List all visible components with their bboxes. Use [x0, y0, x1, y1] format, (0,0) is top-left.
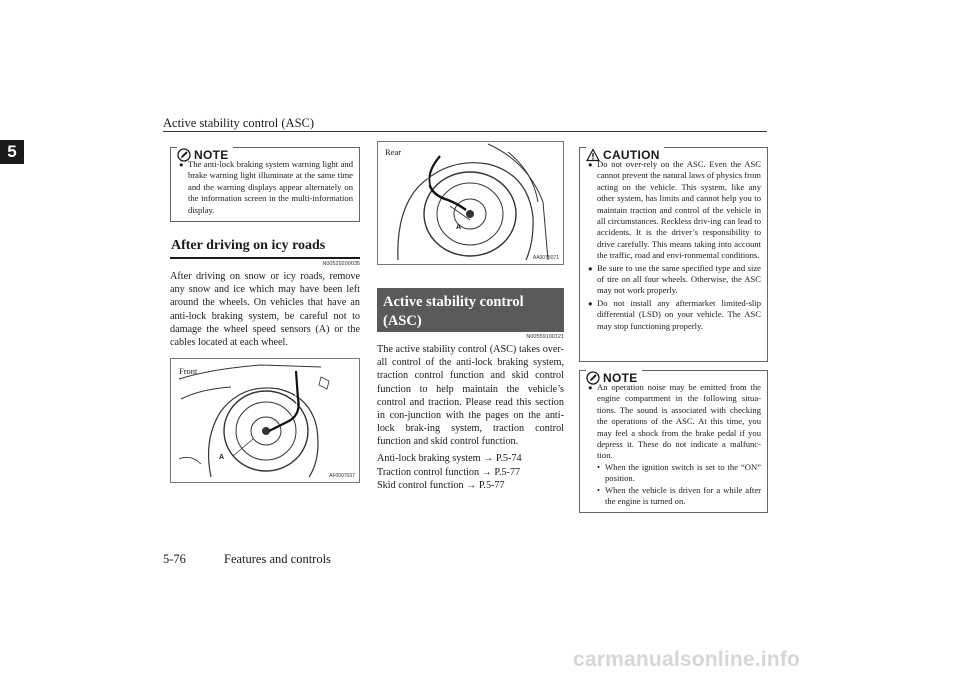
ref-anti-lock[interactable]: Anti-lock braking system → P.5-74 [377, 453, 522, 464]
footer-section-name: Features and controls [224, 552, 331, 566]
ref-traction-control[interactable]: Traction control function → P.5-77 [377, 466, 521, 478]
rear-marker-a: A [456, 224, 462, 231]
caution-item: ● Do not install any aftermarket limited-slip differential (LSD) on your vehicle. The ASC may stop functioning properly. [587, 298, 761, 332]
rear-wheel-illustration [378, 142, 563, 264]
icy-roads-body: After driving on snow or icy roads, remove any snow and ice which may have been left around the wheels. On vehicles that have an anti-lock braking system, be careful not to damage the wheel speed sensors (A) or the cables located at each wheel. [170, 271, 360, 349]
note-intro: ● An operation noise may be emitted from the engine compartment in the following situa-tions. The sound is associated with checking the operations of the ASC. At this time, you may feel a shock from the brake pedal if you depress it. These do not indicate a malfunc-tion. [597, 382, 761, 461]
note-label-text: NOTE [194, 148, 229, 162]
note-box-1 [170, 147, 360, 222]
note-subitem: • When the ignition switch is set to the “ON” position. [597, 461, 761, 484]
front-wheel-figure [170, 358, 360, 483]
page-header-title: Active stability control (ASC) [163, 116, 315, 130]
note-subitem-text: When the vehicle is driven for a while after the engine is turned on. [605, 484, 761, 507]
rear-wheel-figure [377, 141, 564, 265]
caution-label-text: CAUTION [603, 148, 660, 162]
note-subitem-text: When the ignition switch is set to the “ON” position. [605, 461, 761, 484]
rear-figure-label: Rear [385, 147, 402, 157]
section-code-asc: N00559100121 [526, 334, 564, 340]
front-wheel-illustration [171, 359, 359, 482]
asc-references [377, 452, 564, 493]
chapter-tab: 5 [0, 140, 24, 164]
note-subitem: • When the vehicle is driven for a while after the engine is turned on. [597, 484, 761, 507]
front-marker-a: A [219, 454, 225, 461]
asc-body: The active stability control (ASC) takes over-all control of the anti-lock braking system, traction control function and skid control function to help maintain the vehicle’s control and traction. Please read this section in con-junction with the pages on the anti-lock brak-ing system, traction control function and skid control function. [377, 344, 564, 448]
caution-item: ● Do not over-rely on the ASC. Even the ASC cannot prevent the natural laws of physics from acting on the vehicle. This system, like any other system, has limits and cannot help you to maintain traction and control of the vehicle in all circumstances. Reckless driv-ing can lead to accidents. It is the driver’s responsibility to drive carefully. This means taking into account the traffic, road and envi-ronmental conditions. [587, 159, 761, 262]
section-title-icy-roads: After driving on icy roads [171, 238, 326, 253]
section-rule [170, 257, 360, 259]
footer-page-number: 5-76 [163, 552, 186, 566]
section-code: N00529200035 [322, 261, 360, 267]
note-item: ● The anti-lock braking system warning light and brake warning light illuminate at the same time and the warning displays appear alternately on the information screen in the multi-information display. [178, 159, 353, 216]
front-figure-code: AF0007037 [329, 473, 355, 479]
note-item [587, 382, 761, 507]
caution-box [579, 147, 768, 362]
rear-figure-code: AA0075071 [532, 255, 559, 261]
watermark: carmanualsonline.info [573, 648, 801, 671]
header-rule [163, 131, 767, 132]
ref-skid-control[interactable]: Skid control function → P.5-77 [377, 480, 505, 491]
front-figure-label: Front [179, 366, 198, 376]
note-label-text: NOTE [603, 371, 638, 385]
section-title-asc: Active stability control (ASC) [377, 288, 564, 332]
note-box-2 [579, 370, 768, 513]
caution-item: ● Be sure to use the same specified type and size of tire on all four wheels. Otherwise, the ASC may not work properly. [587, 263, 761, 297]
